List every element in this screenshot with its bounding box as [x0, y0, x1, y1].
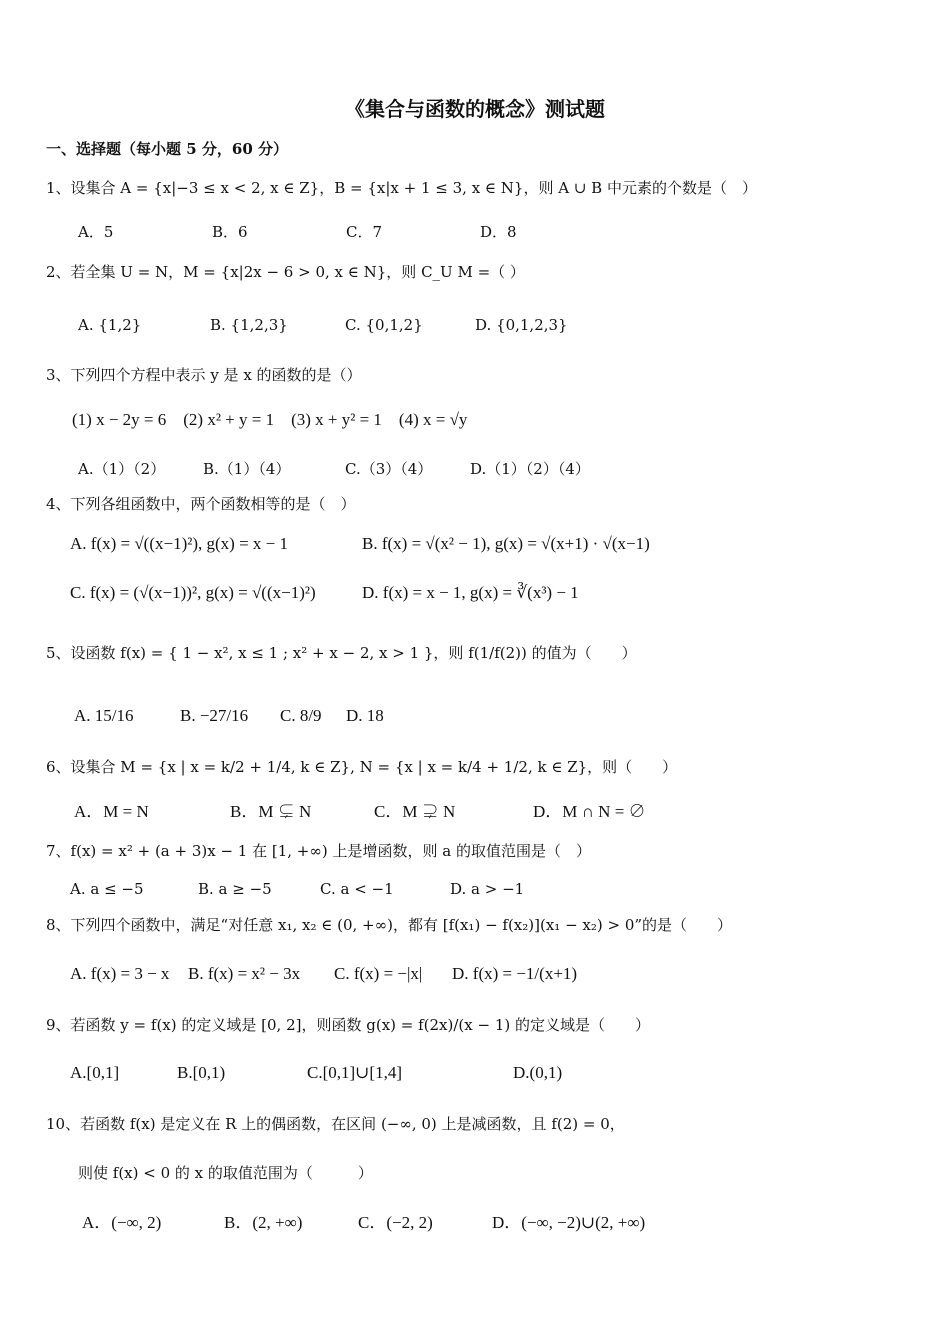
q9-option-c: C.[0,1]∪[1,4] — [307, 1063, 402, 1082]
question-10-stem: 10、若函数 f(x) 是定义在 R 上的偶函数，在区间 (−∞, 0) 上是减函数，且 f(2) = 0， — [46, 1115, 625, 1133]
q5-option-a: A. 15/16 — [74, 706, 134, 725]
q10-option-a: A．(−∞, 2) — [82, 1213, 162, 1232]
q4-option-a: A. f(x) = √((x−1)²), g(x) = x − 1 — [70, 534, 289, 553]
q8-option-a: A. f(x) = 3 − x — [70, 964, 170, 983]
q1-option-c: C．7 — [346, 223, 383, 241]
q6-option-d: D．M ∩ N = ∅ — [533, 802, 646, 821]
question-8-stem: 8、下列四个函数中，满足“对任意 x₁, x₂ ∈ (0, +∞)，都有 [f(x₁) − f(x₂)](x₁ − x₂) > 0”的是（ ） — [46, 916, 733, 934]
q4-option-d: D. f(x) = x − 1, g(x) = ∛(x³) − 1 — [362, 583, 579, 602]
q3-option-b: B.（1）（4） — [203, 460, 291, 478]
q7-option-d: D. a > −1 — [450, 880, 525, 898]
q3-option-d: D.（1）（2）（4） — [470, 460, 590, 478]
question-7-stem: 7、f(x) = x² + (a + 3)x − 1 在 [1, +∞) 上是增函数，则 a 的取值范围是（ ） — [46, 842, 591, 860]
q2-option-b: B. {1,2,3} — [210, 316, 288, 334]
q2-option-a: A. {1,2} — [78, 316, 142, 334]
question-1-stem: 1、设集合 A = {x|−3 ≤ x < 2, x ∈ Z}，B = {x|x + 1 ≤ 3, x ∈ N}，则 A ∪ B 中元素的个数是（ ） — [46, 179, 757, 197]
q8-option-b: B. f(x) = x² − 3x — [188, 964, 301, 983]
question-3-stem: 3、下列四个方程中表示 y 是 x 的函数的是（） — [46, 366, 362, 384]
q9-option-b: B.[0,1) — [177, 1063, 226, 1082]
q5-option-c: C. 8/9 — [280, 706, 322, 725]
q10-option-b: B．(2, +∞) — [224, 1213, 303, 1232]
q7-option-a: A. a ≤ −5 — [70, 880, 144, 898]
question-2-stem: 2、若全集 U = N，M = {x|2x − 6 > 0, x ∈ N}，则 C_U M =（ ） — [46, 263, 525, 281]
question-6-stem: 6、设集合 M = {x | x = k/2 + 1/4, k ∈ Z}, N = {x | x = k/4 + 1/2, k ∈ Z}，则（ ） — [46, 758, 678, 776]
q3-option-c: C.（3）（4） — [345, 460, 433, 478]
q1-option-a: A．5 — [78, 223, 114, 241]
q5-option-b: B. −27/16 — [180, 706, 249, 725]
q9-option-a: A.[0,1] — [70, 1063, 120, 1082]
section-heading: 一、选择题（每小题 5 分，60 分） — [46, 140, 288, 158]
q8-option-c: C. f(x) = −|x| — [334, 964, 423, 983]
q6-option-c: C．M ⊋ N — [374, 802, 456, 821]
q1-option-b: B．6 — [212, 223, 248, 241]
q10-option-d: D．(−∞, −2)∪(2, +∞) — [492, 1213, 646, 1232]
page-title: 《集合与函数的概念》测试题 — [345, 97, 605, 121]
question-10-line2: 则使 f(x) < 0 的 x 的取值范围为（ ） — [78, 1164, 373, 1182]
q10-option-c: C．(−2, 2) — [358, 1213, 433, 1232]
q8-option-d: D. f(x) = −1/(x+1) — [452, 964, 578, 983]
q3-option-a: A.（1）（2） — [78, 460, 166, 478]
q1-option-d: D．8 — [480, 223, 517, 241]
q2-option-d: D. {0,1,2,3} — [475, 316, 568, 334]
q6-option-a: A．M = N — [74, 802, 149, 821]
q4-option-b: B. f(x) = √(x² − 1), g(x) = √(x+1) · √(x−1) — [362, 534, 650, 553]
q4-option-c: C. f(x) = (√(x−1))², g(x) = √((x−1)²) — [70, 583, 316, 602]
question-9-stem: 9、若函数 y = f(x) 的定义域是 [0, 2]，则函数 g(x) = f(2x)/(x − 1) 的定义域是（ ） — [46, 1016, 651, 1034]
question-5-stem: 5、设函数 f(x) = { 1 − x², x ≤ 1 ; x² + x − 2, x > 1 }，则 f(1/f(2)) 的值为（ ） — [46, 644, 637, 662]
q7-option-b: B. a ≥ −5 — [198, 880, 272, 898]
q6-option-b: B．M ⊊ N — [230, 802, 312, 821]
q9-option-d: D.(0,1) — [513, 1063, 563, 1082]
q2-option-c: C. {0,1,2} — [345, 316, 423, 334]
q3-equations: (1) x − 2y = 6 (2) x² + y = 1 (3) x + y² = 1 (4) x = √y — [72, 410, 468, 429]
q7-option-c: C. a < −1 — [320, 880, 394, 898]
q5-option-d: D. 18 — [346, 706, 384, 725]
question-4-stem: 4、下列各组函数中，两个函数相等的是（ ） — [46, 495, 356, 513]
